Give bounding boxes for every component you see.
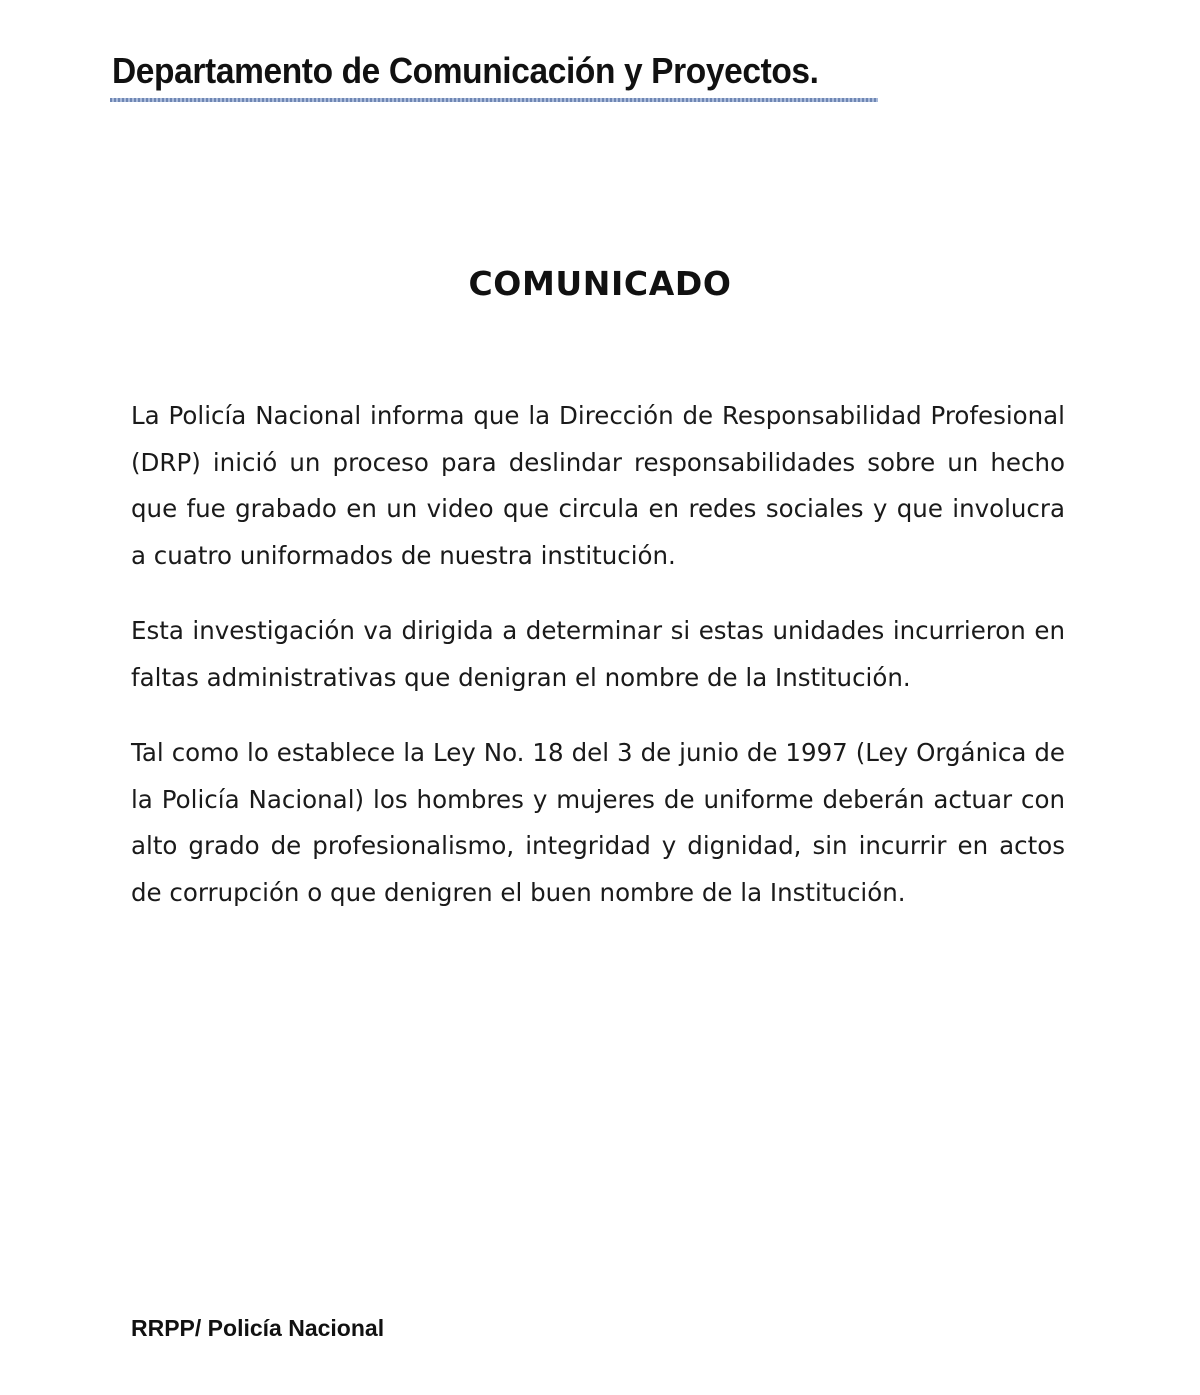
paragraph-1: La Policía Nacional informa que la Dirección de Responsabilidad Profesional (DRP) inició un proceso para deslindar responsabilidades sobre un hecho que fue grabado en un video que circula en redes sociales y que involucra a cuatro uniformados de nuestra institución. [131, 401, 1065, 570]
header-divider [110, 98, 878, 102]
document-title: COMUNICADO [468, 264, 732, 303]
document-header [110, 50, 878, 104]
footer-signature: RRPP/ Policía Nacional [131, 1315, 385, 1341]
document-body [131, 393, 1065, 916]
department-title: Departamento de Comunicación y Proyectos. [112, 50, 819, 91]
paragraph-2: Esta investigación va dirigida a determinar si estas unidades incurrieron en faltas administrativas que denigran el nombre de la Institución. [131, 616, 1065, 692]
paragraph-3: Tal como lo establece la Ley No. 18 del 3 de junio de 1997 (Ley Orgánica de la Policía Nacional) los hombres y mujeres de uniforme deberán actuar con alto grado de profesionalismo, integridad y dignidad, sin incurrir en actos de corrupción o que denigren el buen nombre de la Institución. [131, 738, 1065, 907]
